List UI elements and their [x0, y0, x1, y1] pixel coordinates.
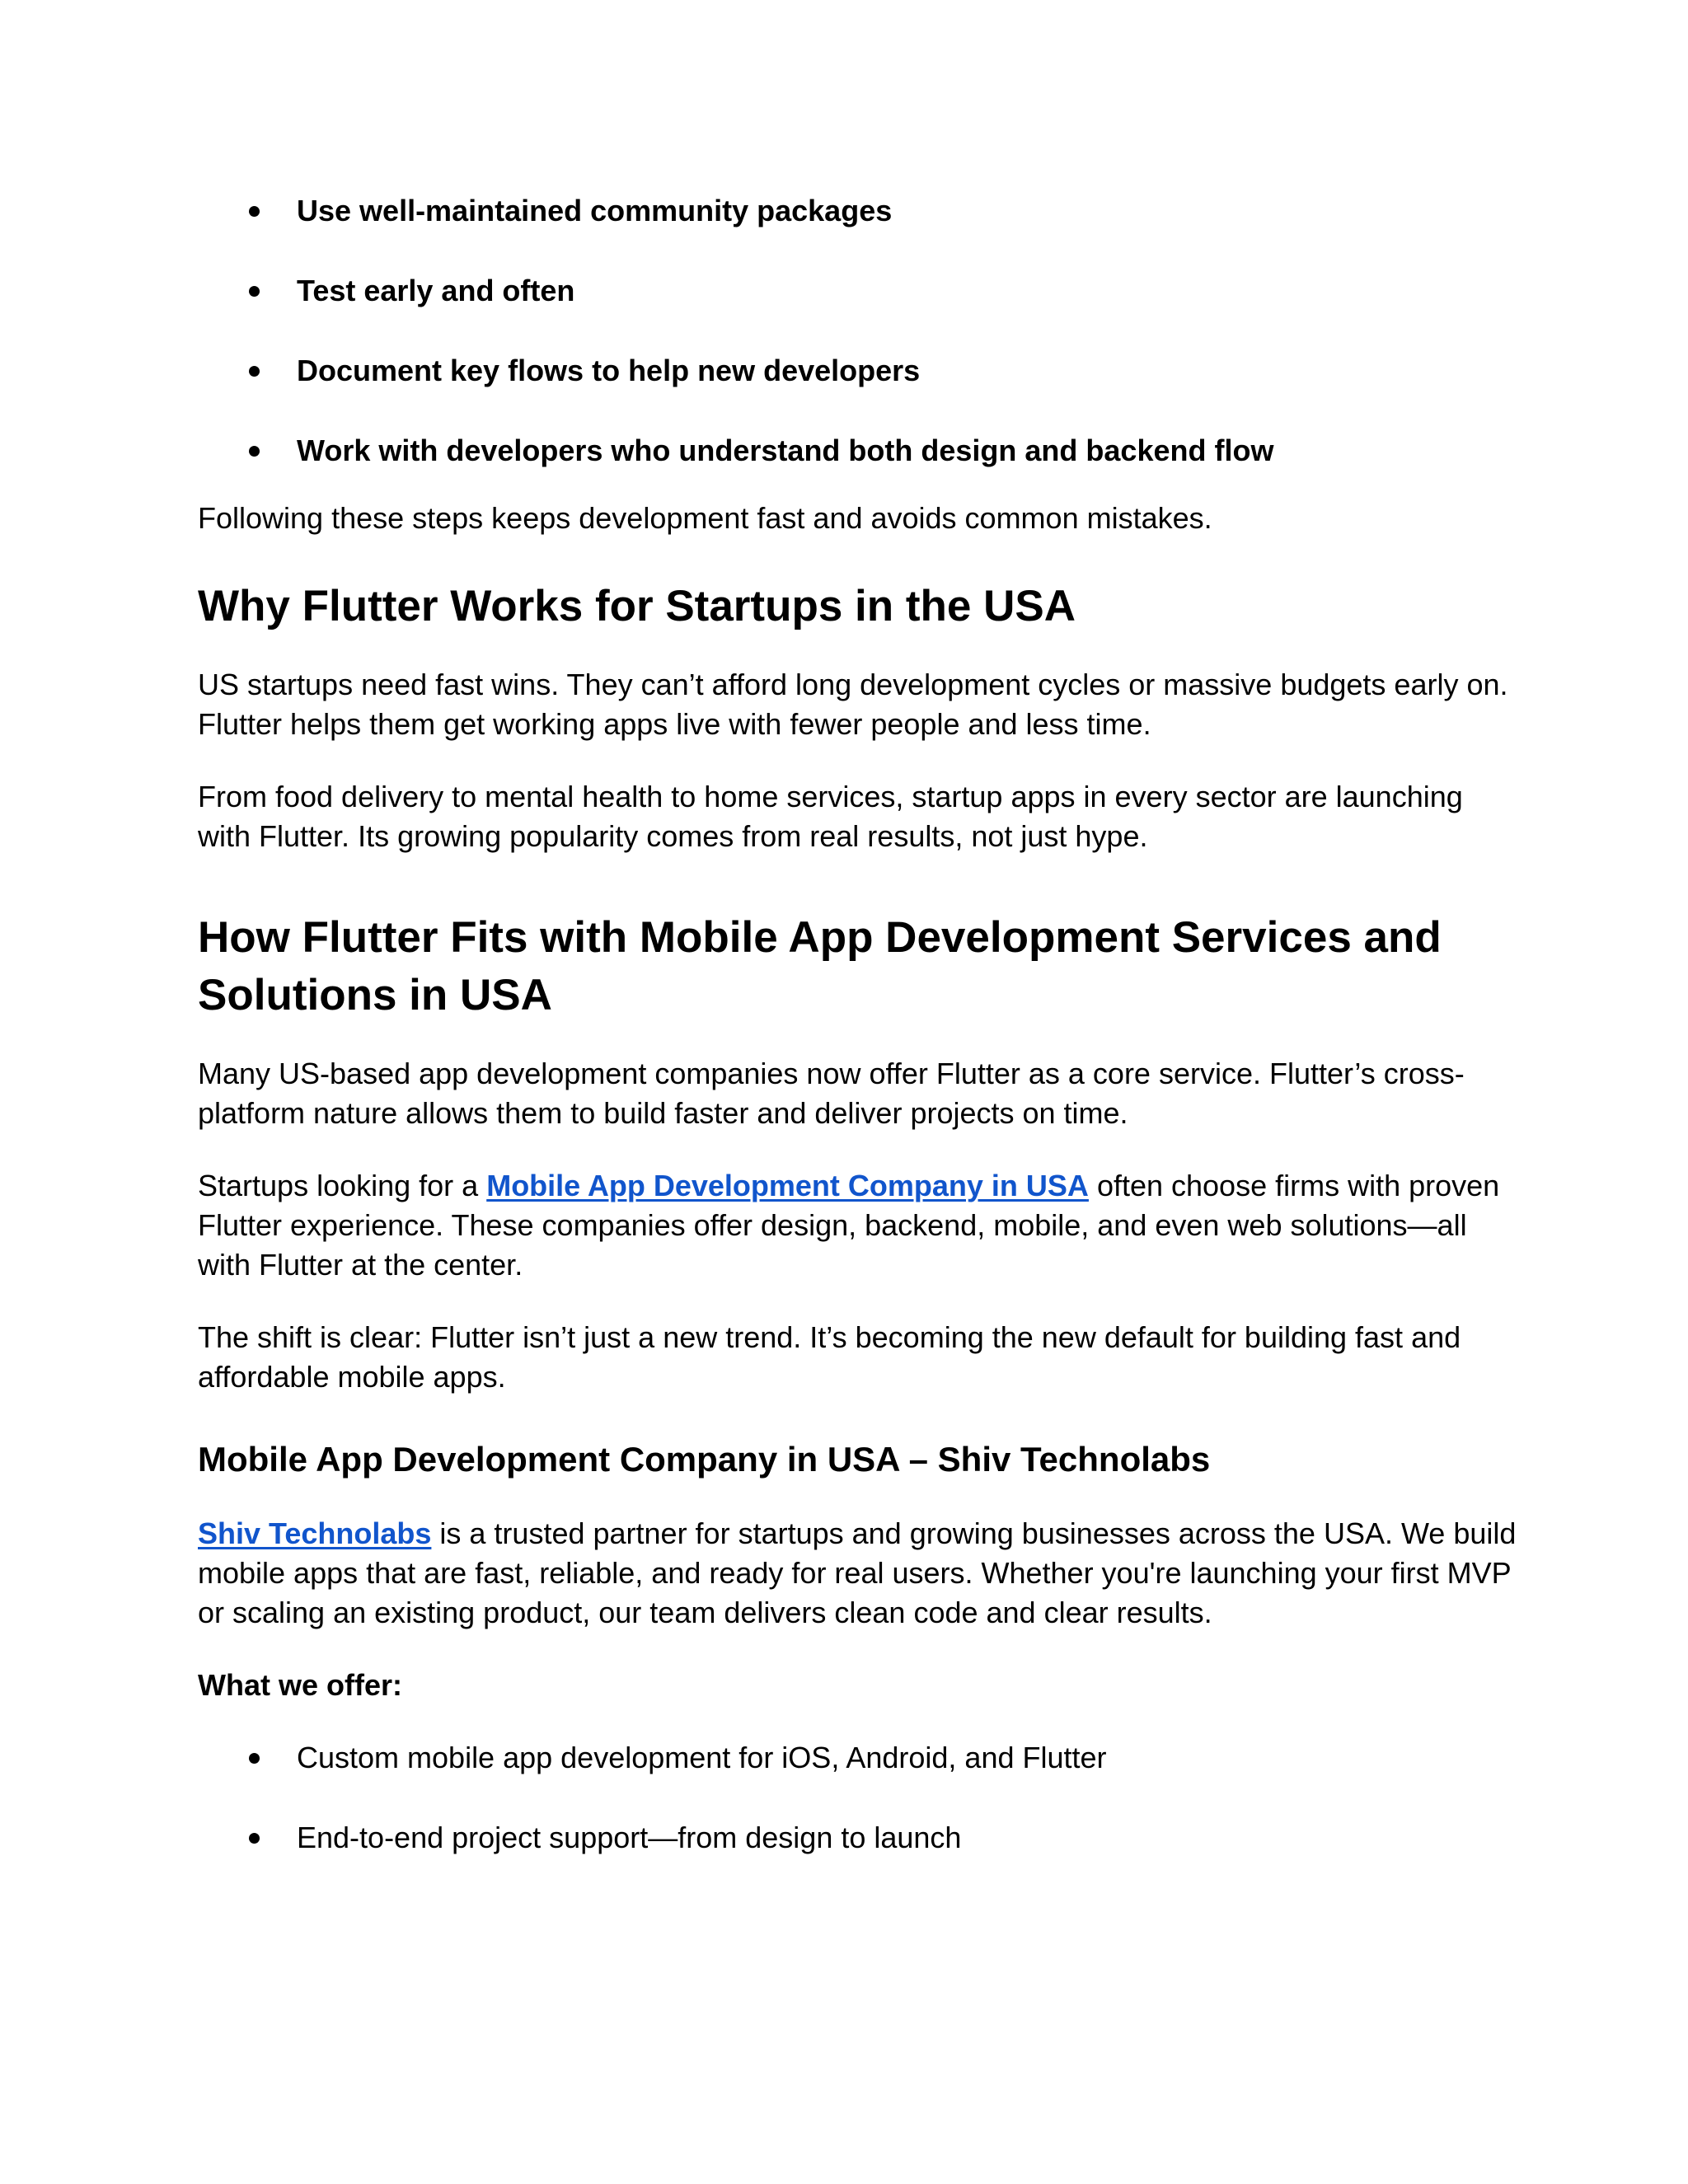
intro-paragraph: Following these steps keeps development fast and avoids common mistakes.: [198, 501, 1212, 535]
list-item: Use well-maintained community packages: [198, 191, 1517, 231]
section-heading-how-flutter-fits: How Flutter Fits with Mobile App Development Services and Solutions in USA: [198, 913, 1442, 1019]
paragraph: The shift is clear: Flutter isn’t just a new trend. It’s becoming the new default for building fast and affordable mobile apps.: [198, 1320, 1461, 1394]
top-bullet-list: [198, 191, 1517, 471]
document-page: [198, 191, 1517, 1858]
bullet-icon: [249, 1753, 260, 1764]
bullet-icon: [249, 286, 260, 297]
bullet-icon: [249, 206, 260, 217]
list-item: Document key flows to help new developers: [198, 351, 1517, 391]
offer-label: What we offer:: [198, 1668, 402, 1702]
section-heading-why-flutter: Why Flutter Works for Startups in the USA: [198, 582, 1076, 630]
list-item: Work with developers who understand both design and backend flow: [198, 431, 1517, 471]
list-item: End-to-end project support—from design to launch: [198, 1818, 1517, 1858]
paragraph-with-link: Startups looking for a Mobile App Development Company in USA often choose firms with proven Flutter experience. These companies offer design, backend, mobile, and even web solutions—all with Flutter at the center.: [198, 1169, 1500, 1282]
subheading-shiv-technolabs: Mobile App Development Company in USA – Shiv Technolabs: [198, 1440, 1211, 1479]
mobile-app-company-link[interactable]: Mobile App Development Company in USA: [486, 1169, 1089, 1202]
bullet-icon: [249, 446, 260, 457]
offer-bullet-list: [198, 1738, 1517, 1858]
bullet-icon: [249, 366, 260, 377]
list-item: Test early and often: [198, 271, 1517, 311]
shiv-technolabs-link[interactable]: Shiv Technolabs: [198, 1516, 432, 1550]
paragraph: US startups need fast wins. They can’t afford long development cycles or massive budgets early on. Flutter helps them get working apps live with fewer people and less time.: [198, 668, 1508, 741]
paragraph-with-link: Shiv Technolabs is a trusted partner for startups and growing businesses across the USA. We build mobile apps that are fast, reliable, and ready for real users. Whether you're launching your first MVP or scaling an existing product, our team delivers clean code and clear results.: [198, 1516, 1517, 1629]
paragraph: From food delivery to mental health to home services, startup apps in every sector are launching with Flutter. Its growing popularity comes from real results, not just hype.: [198, 780, 1463, 853]
list-item: Custom mobile app development for iOS, Android, and Flutter: [198, 1738, 1517, 1778]
bullet-icon: [249, 1833, 260, 1844]
paragraph: Many US-based app development companies now offer Flutter as a core service. Flutter’s cross-platform nature allows them to build faster and deliver projects on time.: [198, 1057, 1465, 1130]
